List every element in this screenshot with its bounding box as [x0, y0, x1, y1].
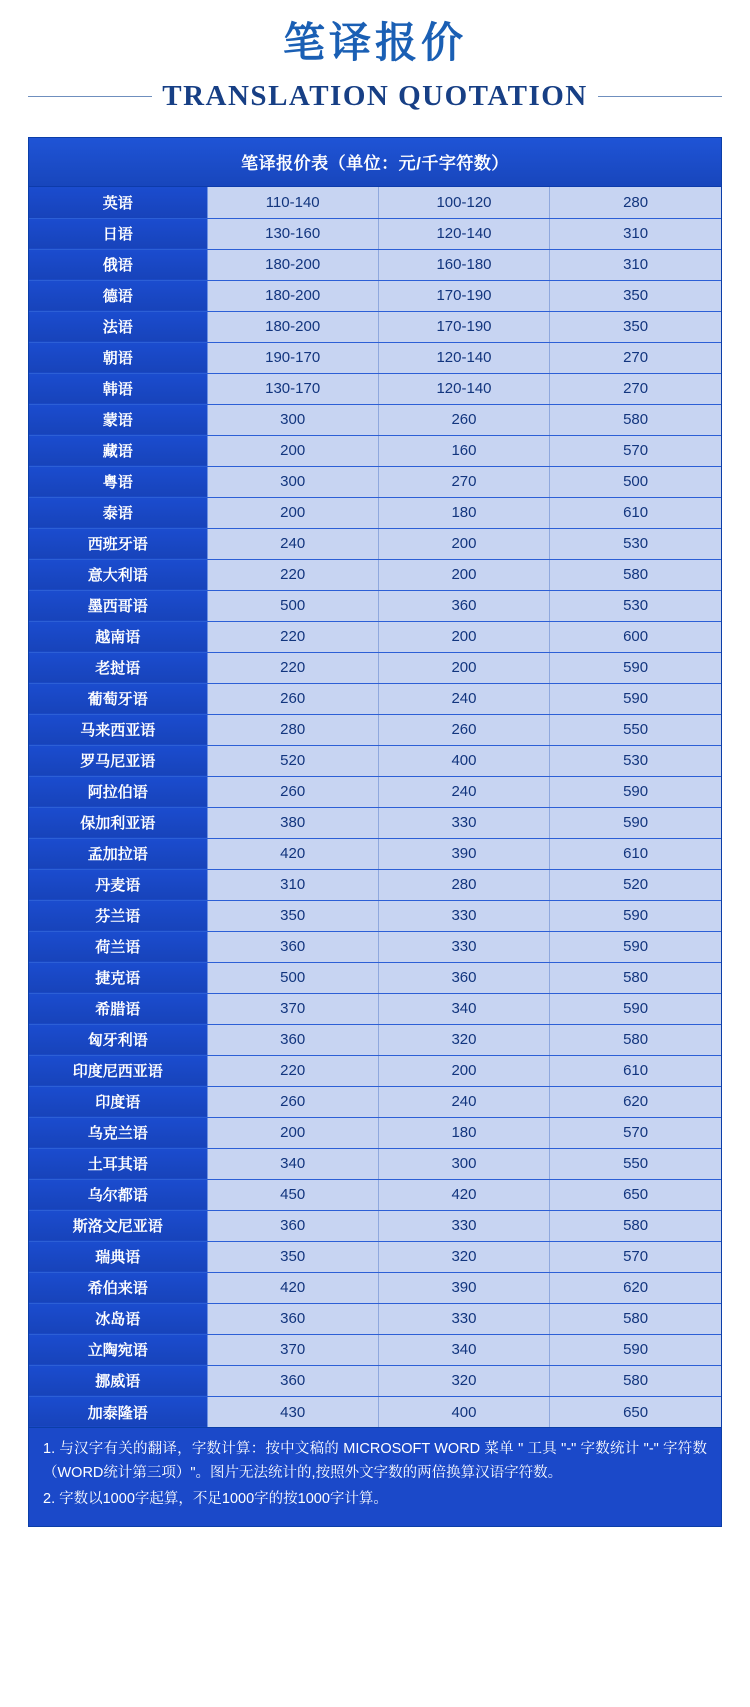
cell-language: 立陶宛语	[29, 1334, 207, 1365]
cell-language: 冰岛语	[29, 1303, 207, 1334]
table-row	[29, 373, 721, 404]
cell-language: 捷克语	[29, 962, 207, 993]
cell-price-1: 240	[207, 528, 378, 559]
cell-price-2: 200	[378, 528, 549, 559]
table-row	[29, 1396, 721, 1427]
cell-language: 西班牙语	[29, 528, 207, 559]
table-row	[29, 652, 721, 683]
cell-price-3: 580	[550, 559, 721, 590]
cell-price-3: 610	[550, 838, 721, 869]
cell-price-1: 200	[207, 435, 378, 466]
divider-left	[28, 96, 152, 97]
cell-price-2: 330	[378, 900, 549, 931]
cell-price-2: 300	[378, 1148, 549, 1179]
cell-price-3: 650	[550, 1179, 721, 1210]
cell-language: 老挝语	[29, 652, 207, 683]
cell-price-1: 260	[207, 1086, 378, 1117]
cell-price-1: 220	[207, 559, 378, 590]
cell-price-3: 500	[550, 466, 721, 497]
cell-price-3: 350	[550, 311, 721, 342]
cell-price-1: 130-160	[207, 218, 378, 249]
cell-language: 越南语	[29, 621, 207, 652]
cell-price-2: 120-140	[378, 342, 549, 373]
cell-price-3: 530	[550, 590, 721, 621]
table-row	[29, 280, 721, 311]
cell-price-1: 360	[207, 1024, 378, 1055]
table-row	[29, 404, 721, 435]
page-header	[0, 0, 750, 113]
table-row	[29, 807, 721, 838]
table-row	[29, 311, 721, 342]
cell-price-1: 450	[207, 1179, 378, 1210]
cell-price-2: 180	[378, 497, 549, 528]
table-row	[29, 1117, 721, 1148]
table-row	[29, 218, 721, 249]
cell-price-2: 260	[378, 714, 549, 745]
cell-price-3: 550	[550, 1148, 721, 1179]
table-row	[29, 683, 721, 714]
notes-block	[28, 1428, 722, 1527]
cell-price-1: 360	[207, 1303, 378, 1334]
cell-price-1: 220	[207, 1055, 378, 1086]
cell-price-1: 300	[207, 466, 378, 497]
cell-price-2: 400	[378, 745, 549, 776]
table-row	[29, 1365, 721, 1396]
table-row	[29, 1241, 721, 1272]
cell-price-3: 580	[550, 1365, 721, 1396]
table-row	[29, 621, 721, 652]
cell-price-3: 310	[550, 249, 721, 280]
cell-price-1: 500	[207, 590, 378, 621]
cell-price-2: 280	[378, 869, 549, 900]
cell-price-2: 420	[378, 1179, 549, 1210]
cell-price-2: 270	[378, 466, 549, 497]
cell-price-2: 240	[378, 1086, 549, 1117]
cell-price-1: 310	[207, 869, 378, 900]
cell-price-3: 280	[550, 187, 721, 218]
cell-price-3: 310	[550, 218, 721, 249]
cell-price-1: 430	[207, 1396, 378, 1427]
cell-language: 印度尼西亚语	[29, 1055, 207, 1086]
page-title-english: TRANSLATION QUOTATION	[162, 80, 588, 113]
cell-price-3: 550	[550, 714, 721, 745]
cell-price-1: 520	[207, 745, 378, 776]
cell-price-3: 590	[550, 652, 721, 683]
cell-language: 蒙语	[29, 404, 207, 435]
table-row	[29, 962, 721, 993]
cell-price-3: 590	[550, 1334, 721, 1365]
table-row	[29, 1086, 721, 1117]
cell-price-3: 350	[550, 280, 721, 311]
cell-price-1: 200	[207, 1117, 378, 1148]
cell-price-3: 610	[550, 1055, 721, 1086]
table-row	[29, 1179, 721, 1210]
cell-price-1: 380	[207, 807, 378, 838]
cell-price-3: 270	[550, 342, 721, 373]
cell-language: 希伯来语	[29, 1272, 207, 1303]
cell-language: 希腊语	[29, 993, 207, 1024]
table-row	[29, 1210, 721, 1241]
cell-price-2: 200	[378, 652, 549, 683]
cell-price-1: 360	[207, 1365, 378, 1396]
cell-price-1: 360	[207, 1210, 378, 1241]
table-caption: 笔译报价表（单位：元/千字符数）	[29, 138, 721, 187]
cell-language: 韩语	[29, 373, 207, 404]
cell-price-2: 400	[378, 1396, 549, 1427]
cell-language: 斯洛文尼亚语	[29, 1210, 207, 1241]
cell-price-3: 530	[550, 745, 721, 776]
table-row	[29, 528, 721, 559]
cell-price-3: 520	[550, 869, 721, 900]
cell-language: 日语	[29, 218, 207, 249]
cell-price-1: 350	[207, 1241, 378, 1272]
cell-price-2: 200	[378, 559, 549, 590]
cell-price-3: 620	[550, 1272, 721, 1303]
table-row	[29, 1055, 721, 1086]
table-row	[29, 342, 721, 373]
cell-language: 印度语	[29, 1086, 207, 1117]
cell-price-1: 500	[207, 962, 378, 993]
cell-language: 粤语	[29, 466, 207, 497]
cell-price-1: 370	[207, 1334, 378, 1365]
cell-price-2: 320	[378, 1024, 549, 1055]
quotation-table-body	[29, 187, 721, 1427]
cell-language: 挪威语	[29, 1365, 207, 1396]
table-row	[29, 900, 721, 931]
cell-price-3: 530	[550, 528, 721, 559]
cell-price-3: 580	[550, 1210, 721, 1241]
cell-price-1: 180-200	[207, 249, 378, 280]
table-row	[29, 1272, 721, 1303]
cell-price-2: 330	[378, 1210, 549, 1241]
cell-price-3: 650	[550, 1396, 721, 1427]
cell-price-3: 620	[550, 1086, 721, 1117]
cell-price-1: 180-200	[207, 280, 378, 311]
note-line-1: 1. 与汉字有关的翻译，字数计算：按中文稿的 MICROSOFT WORD 菜单 " 工具 "-" 字数统计 "-" 字符数（WORD统计第三项）"。图片无法统计的,按照外文字数的两倍换算汉语字符数。	[43, 1441, 707, 1482]
cell-language: 孟加拉语	[29, 838, 207, 869]
table-row	[29, 745, 721, 776]
cell-price-1: 130-170	[207, 373, 378, 404]
table-row	[29, 1024, 721, 1055]
cell-price-3: 590	[550, 931, 721, 962]
cell-price-2: 340	[378, 993, 549, 1024]
cell-price-1: 280	[207, 714, 378, 745]
cell-price-3: 580	[550, 1024, 721, 1055]
cell-price-2: 390	[378, 1272, 549, 1303]
cell-language: 罗马尼亚语	[29, 745, 207, 776]
note-line-2: 2. 字数以1000字起算，不足1000字的按1000字计算。	[43, 1491, 388, 1508]
cell-price-2: 360	[378, 962, 549, 993]
cell-price-3: 580	[550, 404, 721, 435]
cell-language: 芬兰语	[29, 900, 207, 931]
cell-language: 意大利语	[29, 559, 207, 590]
cell-price-3: 270	[550, 373, 721, 404]
cell-price-2: 320	[378, 1365, 549, 1396]
cell-price-3: 570	[550, 1241, 721, 1272]
cell-price-2: 360	[378, 590, 549, 621]
divider-right	[598, 96, 722, 97]
cell-price-1: 360	[207, 931, 378, 962]
cell-price-1: 190-170	[207, 342, 378, 373]
table-row	[29, 776, 721, 807]
cell-price-3: 570	[550, 1117, 721, 1148]
cell-price-1: 350	[207, 900, 378, 931]
cell-language: 德语	[29, 280, 207, 311]
cell-price-1: 220	[207, 652, 378, 683]
cell-language: 朝语	[29, 342, 207, 373]
cell-price-1: 420	[207, 838, 378, 869]
cell-price-2: 240	[378, 683, 549, 714]
cell-price-3: 590	[550, 993, 721, 1024]
cell-price-2: 260	[378, 404, 549, 435]
cell-price-1: 180-200	[207, 311, 378, 342]
cell-price-2: 240	[378, 776, 549, 807]
table-row	[29, 714, 721, 745]
cell-price-2: 170-190	[378, 280, 549, 311]
cell-price-3: 580	[550, 1303, 721, 1334]
cell-price-2: 200	[378, 1055, 549, 1086]
cell-language: 马来西亚语	[29, 714, 207, 745]
cell-language: 乌克兰语	[29, 1117, 207, 1148]
page-title: 笔译报价	[282, 18, 467, 67]
cell-price-2: 330	[378, 1303, 549, 1334]
cell-price-1: 110-140	[207, 187, 378, 218]
cell-price-1: 340	[207, 1148, 378, 1179]
quotation-table	[29, 187, 721, 1427]
cell-price-2: 120-140	[378, 218, 549, 249]
table-row	[29, 466, 721, 497]
table-row	[29, 993, 721, 1024]
table-row	[29, 1303, 721, 1334]
table-row	[29, 590, 721, 621]
cell-price-3: 610	[550, 497, 721, 528]
table-row	[29, 187, 721, 218]
page-subtitle-row	[0, 80, 750, 113]
cell-price-1: 260	[207, 776, 378, 807]
cell-language: 加泰隆语	[29, 1396, 207, 1427]
cell-price-3: 590	[550, 776, 721, 807]
cell-price-1: 300	[207, 404, 378, 435]
cell-price-3: 570	[550, 435, 721, 466]
cell-language: 土耳其语	[29, 1148, 207, 1179]
cell-language: 乌尔都语	[29, 1179, 207, 1210]
cell-price-1: 370	[207, 993, 378, 1024]
cell-price-2: 160-180	[378, 249, 549, 280]
table-row	[29, 497, 721, 528]
quotation-table-container	[28, 137, 722, 1428]
cell-language: 泰语	[29, 497, 207, 528]
table-row	[29, 559, 721, 590]
cell-language: 荷兰语	[29, 931, 207, 962]
table-row	[29, 249, 721, 280]
cell-price-3: 590	[550, 900, 721, 931]
table-row	[29, 1334, 721, 1365]
cell-price-1: 260	[207, 683, 378, 714]
table-row	[29, 931, 721, 962]
cell-price-3: 590	[550, 807, 721, 838]
table-row	[29, 435, 721, 466]
cell-language: 葡萄牙语	[29, 683, 207, 714]
cell-language: 丹麦语	[29, 869, 207, 900]
cell-price-1: 420	[207, 1272, 378, 1303]
cell-price-2: 170-190	[378, 311, 549, 342]
cell-price-3: 580	[550, 962, 721, 993]
cell-language: 匈牙利语	[29, 1024, 207, 1055]
table-row	[29, 838, 721, 869]
cell-price-3: 600	[550, 621, 721, 652]
table-row	[29, 869, 721, 900]
cell-price-2: 320	[378, 1241, 549, 1272]
cell-price-1: 220	[207, 621, 378, 652]
cell-language: 阿拉伯语	[29, 776, 207, 807]
cell-language: 英语	[29, 187, 207, 218]
cell-language: 俄语	[29, 249, 207, 280]
table-row	[29, 1148, 721, 1179]
cell-language: 法语	[29, 311, 207, 342]
cell-price-2: 330	[378, 807, 549, 838]
cell-price-2: 180	[378, 1117, 549, 1148]
cell-price-3: 590	[550, 683, 721, 714]
cell-price-2: 340	[378, 1334, 549, 1365]
cell-price-2: 160	[378, 435, 549, 466]
cell-price-2: 330	[378, 931, 549, 962]
cell-language: 藏语	[29, 435, 207, 466]
cell-language: 墨西哥语	[29, 590, 207, 621]
cell-price-2: 200	[378, 621, 549, 652]
cell-price-2: 120-140	[378, 373, 549, 404]
cell-language: 保加利亚语	[29, 807, 207, 838]
cell-price-1: 200	[207, 497, 378, 528]
cell-price-2: 100-120	[378, 187, 549, 218]
cell-price-2: 390	[378, 838, 549, 869]
cell-language: 瑞典语	[29, 1241, 207, 1272]
